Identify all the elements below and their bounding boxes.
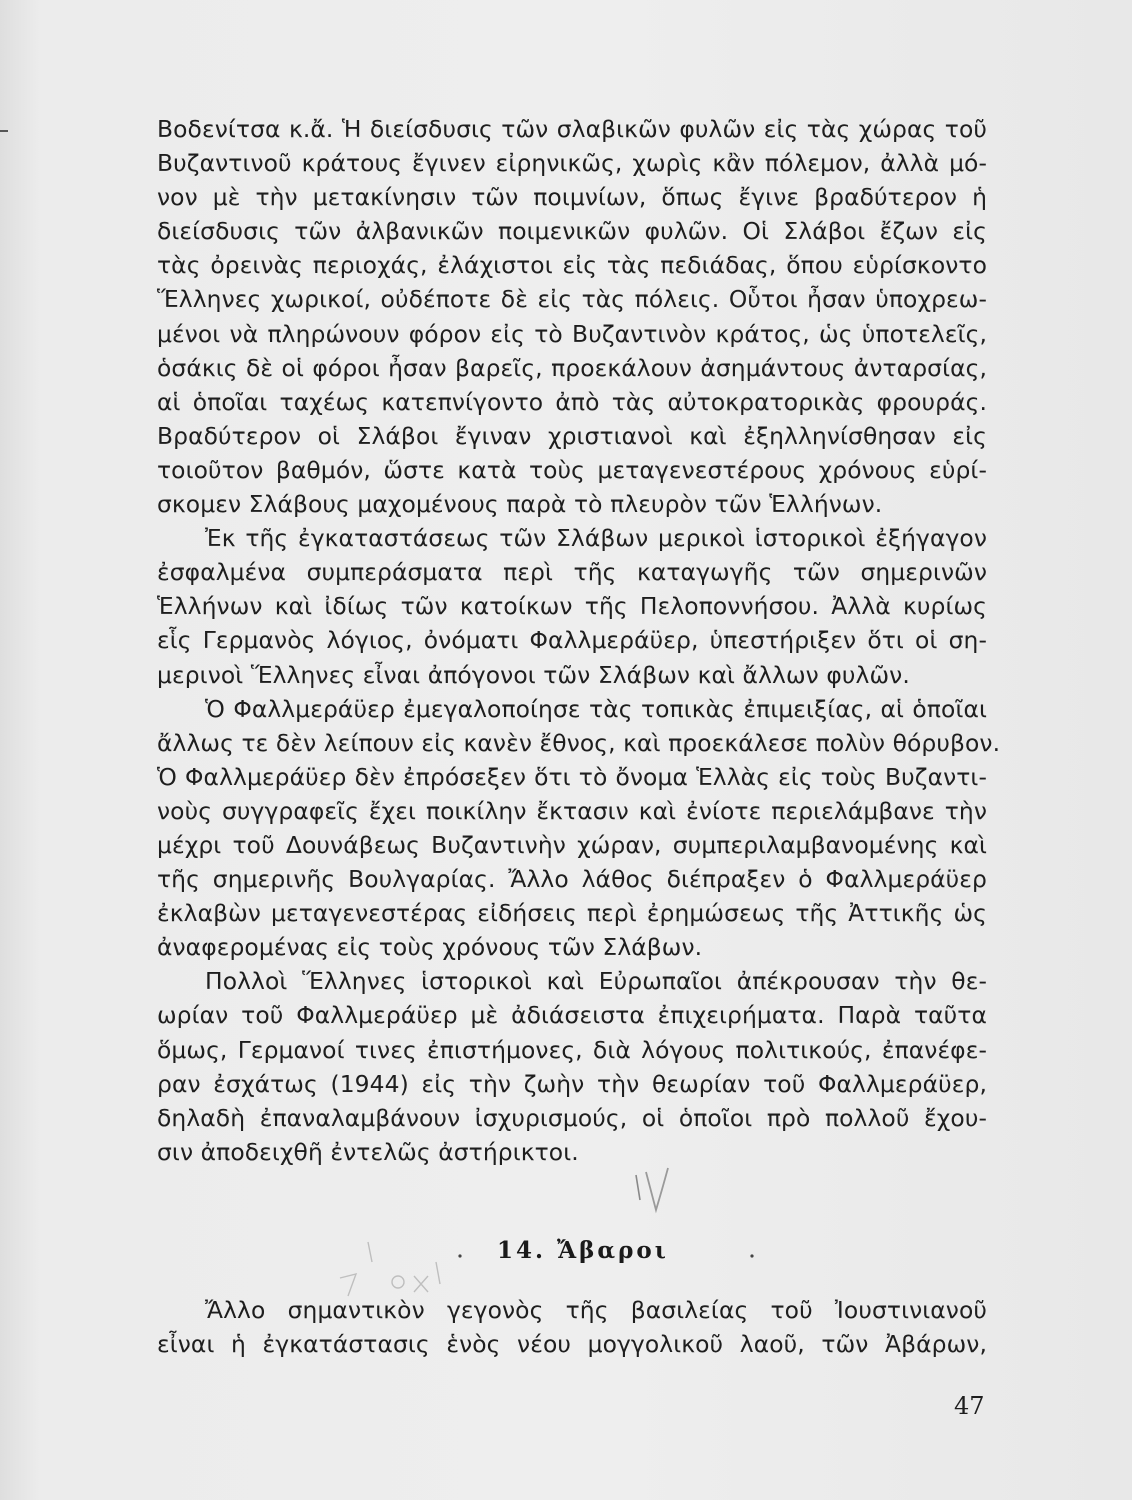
text-line: Ἄλλο σημαντικὸν γεγονὸς τῆς βασιλείας τοῦ Ἰουστινιανοῦ	[205, 1296, 987, 1324]
text-line: Βοδενίτσα κ.ἄ. Ἡ διείσδυσις τῶν σλαβικῶν φυλῶν εἰς τὰς χώρας τοῦ	[157, 115, 987, 143]
pencil-checkmark	[636, 1168, 668, 1210]
text-line: τοιοῦτον βαθμόν, ὥστε κατὰ τοὺς μεταγενεστέρους χρόνους εὑρί-	[157, 455, 987, 484]
text-line: αἱ ὁποῖαι ταχέως κατεπνίγοντο ἀπὸ τὰς αὐτοκρατορικὰς φρουράς.	[157, 387, 987, 416]
text-line: τῆς σημερινῆς Βουλγαρίας. Ἄλλο λάθος διέπραξεν ὁ Φαλλμεράϋερ	[157, 865, 987, 894]
text-line: ὅμως, Γερμανοί τινες ἐπιστήμονες, διὰ λόγους πολιτικούς, ἐπανέφε-	[157, 1035, 987, 1064]
text-line: διείσδυσις τῶν ἀλβανικῶν ποιμενικῶν φυλῶν. Οἱ Σλάβοι ἔζων εἰς	[157, 217, 987, 246]
text-line: Ὁ Φαλλμεράϋερ ἐμεγαλοποίησε τὰς τοπικὰς ἐπιμειξίας, αἱ ὁποῖαι	[205, 694, 987, 723]
text-line: νον μὲ τὴν μετακίνησιν τῶν ποιμνίων, ὅπως ἔγινε βραδύτερον ἡ	[157, 183, 987, 212]
text-line: εἷς Γερμανὸς λόγιος, ὀνόματι Φαλλμεράϋερ, ὑπεστήριξεν ὅτι οἱ ση-	[157, 626, 987, 655]
body-text-part-1	[157, 112, 1001, 1169]
text-line: τὰς ὀρεινὰς περιοχάς, ἐλάχιστοι εἰς τὰς πεδιάδας, ὅπου εὑρίσκοντο	[157, 251, 987, 280]
text-line: ἐσφαλμένα συμπεράσματα περὶ τῆς καταγωγῆς τῶν σημερινῶν	[157, 558, 987, 587]
text-line: νοὺς συγγραφεῖς ἔχει ποικίλην ἔκτασιν καὶ ἐνίοτε περιελάμβανε τὴν	[157, 796, 987, 825]
body-text-part-2	[157, 1293, 987, 1361]
text-line: Ἐκ τῆς ἐγκαταστάσεως τῶν Σλάβων μερικοὶ ἱστορικοὶ ἐξήγαγον	[205, 524, 987, 553]
text-line: Ἕλληνες χωρικοί, οὐδέποτε δὲ εἰς τὰς πόλεις. Οὗτοι ἦσαν ὑποχρεω-	[157, 285, 987, 314]
text-line: Ἑλλήνων καὶ ἰδίως τῶν κατοίκων τῆς Πελοποννήσου. Ἀλλὰ κυρίως	[157, 592, 987, 621]
text-line: Ὁ Φαλλμεράϋερ δὲν ἐπρόσεξεν ὅτι τὸ ὄνομα Ἑλλὰς εἰς τοὺς Βυζαντι-	[157, 762, 987, 791]
text-line: ἐκλαβὼν μεταγενεστέρας εἰδήσεις περὶ ἐρημώσεως τῆς Ἀττικῆς ὡς	[157, 899, 987, 928]
section-heading: 14. Ἄβαροι	[497, 1237, 669, 1264]
text-line: μερινοὶ Ἕλληνες εἶναι ἀπόγονοι τῶν Σλάβων καὶ ἄλλων φυλῶν.	[157, 660, 910, 689]
text-line: δηλαδὴ ἐπαναλαμβάνουν ἰσχυρισμούς, οἱ ὁποῖοι πρὸ πολλοῦ ἔχου-	[157, 1103, 987, 1132]
text-line: εἶναι ἡ ἐγκατάστασις ἑνὸς νέου μογγολικοῦ λαοῦ, τῶν Ἀβάρων,	[157, 1330, 987, 1359]
page-number: 47	[954, 1392, 985, 1420]
text-line: σιν ἀποδειχθῆ ἐντελῶς ἀστήρικτοι.	[157, 1137, 579, 1166]
text-line: μένοι νὰ πληρώνουν φόρον εἰς τὸ Βυζαντινὸν κράτος, ὡς ὑποτελεῖς,	[157, 319, 987, 348]
text-line: μέχρι τοῦ Δουνάβεως Βυζαντινὴν χώραν, συμπεριλαμβανομένης καὶ	[157, 830, 987, 859]
text-line: ραν ἐσχάτως (1944) εἰς τὴν ζωὴν τὴν θεωρίαν τοῦ Φαλλμεράϋερ,	[157, 1069, 987, 1098]
text-line: Πολλοὶ Ἕλληνες ἱστορικοὶ καὶ Εὐρωπαῖοι ἀπέκρουσαν τὴν θε-	[205, 967, 987, 996]
text-line: σκομεν Σλάβους μαχομένους παρὰ τὸ πλευρὸν τῶν Ἑλλήνων.	[157, 490, 883, 519]
text-line: ωρίαν τοῦ Φαλλμεράϋερ μὲ ἀδιάσειστα ἐπιχειρήματα. Παρὰ ταῦτα	[157, 1001, 987, 1030]
pencil-dot	[750, 1254, 753, 1257]
text-line: Βυζαντινοῦ κράτους ἔγινεν εἰρηνικῶς, χωρὶς κἂν πόλεμον, ἀλλὰ μό-	[157, 149, 987, 178]
pencil-margin-note	[340, 1242, 440, 1296]
pencil-dot	[458, 1254, 461, 1257]
text-line: ἄλλως τε δὲν λείπουν εἰς κανὲν ἔθνος, καὶ προεκάλεσε πολὺν θόρυβον.	[157, 728, 1001, 757]
text-line: ἀναφερομένας εἰς τοὺς χρόνους τῶν Σλάβων.	[157, 933, 703, 962]
edge-mark	[0, 130, 8, 132]
text-line: ὁσάκις δὲ οἱ φόροι ἦσαν βαρεῖς, προεκάλουν ἀσημάντους ἀνταρσίας,	[157, 353, 987, 382]
text-line: Βραδύτερον οἱ Σλάβοι ἔγιναν χριστιανοὶ καὶ ἐξηλληνίσθησαν εἰς	[157, 421, 987, 450]
